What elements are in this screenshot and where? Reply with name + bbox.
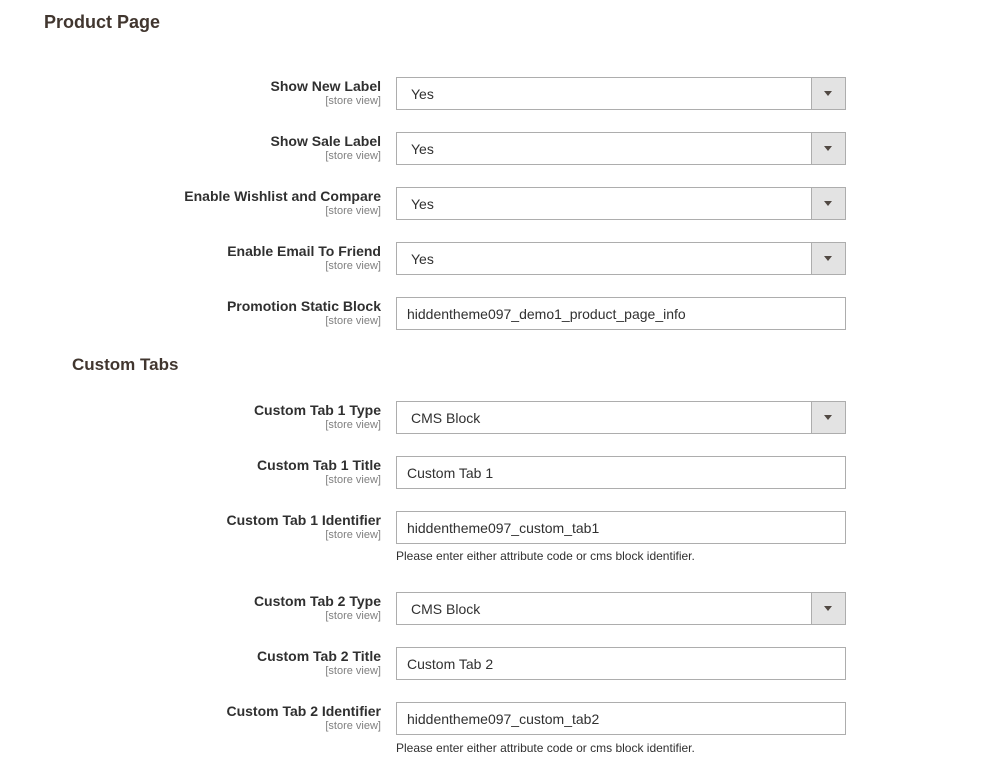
field-label-custom-tab-1-identifier bbox=[226, 512, 381, 542]
field-note-custom-tab-2-identifier: Please enter either attribute code or cms block identifier. bbox=[396, 741, 695, 755]
section-title-product-page: Product Page bbox=[44, 12, 161, 32]
field-row-custom-tab-2-identifier bbox=[0, 702, 991, 742]
chevron-down-icon[interactable] bbox=[811, 243, 845, 274]
scope-hint: [store view] bbox=[325, 150, 381, 162]
label-text: Show New Label bbox=[270, 78, 381, 94]
field-label-show-sale-label bbox=[271, 133, 381, 163]
custom-tab-1-identifier-input[interactable] bbox=[396, 511, 846, 544]
scope-hint: [store view] bbox=[325, 665, 381, 677]
field-label-custom-tab-1-type bbox=[254, 402, 381, 432]
label-text: Promotion Static Block bbox=[226, 298, 381, 314]
field-label-show-new-label bbox=[271, 78, 381, 108]
label-text: Custom Tab 1 Identifier bbox=[226, 512, 381, 528]
field-label-custom-tab-1-title bbox=[257, 457, 381, 487]
label-text: Custom Tab 1 Type bbox=[253, 402, 381, 418]
enable-email-friend-select[interactable] bbox=[396, 242, 846, 275]
label-text: Show Sale Label bbox=[270, 133, 381, 149]
field-label-enable-email-friend bbox=[227, 243, 381, 273]
chevron-down-icon[interactable] bbox=[811, 402, 845, 433]
scope-hint: [store view] bbox=[325, 205, 381, 217]
field-row-custom-tab-1-type bbox=[0, 401, 991, 441]
custom-tab-2-identifier-input[interactable] bbox=[396, 702, 846, 735]
label-text: Enable Email To Friend bbox=[227, 243, 381, 259]
custom-tab-2-type-select[interactable] bbox=[396, 592, 846, 625]
label-text: Enable Wishlist and Compare bbox=[184, 188, 381, 204]
chevron-down-icon[interactable] bbox=[811, 593, 845, 624]
field-label-promotion-static-block bbox=[227, 298, 381, 328]
scope-hint: [store view] bbox=[325, 720, 381, 732]
scope-hint: [store view] bbox=[325, 529, 381, 541]
field-row-show-new-label bbox=[0, 77, 991, 117]
scope-hint: [store view] bbox=[325, 260, 381, 272]
field-row-custom-tab-1-title bbox=[0, 456, 991, 496]
field-row-custom-tab-1-identifier bbox=[0, 511, 991, 551]
field-row-custom-tab-2-title bbox=[0, 647, 991, 687]
field-row-enable-email-friend bbox=[0, 242, 991, 282]
enable-wishlist-compare-select[interactable] bbox=[396, 187, 846, 220]
field-row-promotion-static-block bbox=[0, 297, 991, 337]
custom-tab-1-type-select[interactable] bbox=[396, 401, 846, 434]
select-value: CMS Block bbox=[411, 601, 481, 617]
field-note-custom-tab-1-identifier: Please enter either attribute code or cms block identifier. bbox=[396, 549, 695, 563]
scope-hint: [store view] bbox=[325, 474, 381, 486]
group-title-custom-tabs: Custom Tabs bbox=[72, 355, 179, 374]
select-value: Yes bbox=[411, 141, 434, 157]
promotion-static-block-input[interactable] bbox=[396, 297, 846, 330]
select-value: Yes bbox=[411, 196, 434, 212]
field-label-custom-tab-2-title bbox=[257, 648, 381, 678]
chevron-down-icon[interactable] bbox=[811, 133, 845, 164]
label-text: Custom Tab 1 Title bbox=[257, 457, 381, 473]
label-text: Custom Tab 2 Title bbox=[257, 648, 381, 664]
scope-hint: [store view] bbox=[325, 315, 381, 327]
select-value: Yes bbox=[411, 86, 434, 102]
show-sale-label-select[interactable] bbox=[396, 132, 846, 165]
show-new-label-select[interactable] bbox=[396, 77, 846, 110]
field-label-custom-tab-2-identifier bbox=[226, 703, 381, 733]
custom-tab-2-title-input[interactable] bbox=[396, 647, 846, 680]
scope-hint: [store view] bbox=[325, 95, 381, 107]
chevron-down-icon[interactable] bbox=[811, 188, 845, 219]
scope-hint: [store view] bbox=[325, 610, 381, 622]
chevron-down-icon[interactable] bbox=[811, 78, 845, 109]
field-label-custom-tab-2-type bbox=[254, 593, 381, 623]
select-value: CMS Block bbox=[411, 410, 481, 426]
field-row-show-sale-label bbox=[0, 132, 991, 172]
select-value: Yes bbox=[411, 251, 434, 267]
custom-tab-1-title-input[interactable] bbox=[396, 456, 846, 489]
field-label-enable-wishlist-compare bbox=[184, 188, 381, 218]
label-text: Custom Tab 2 Identifier bbox=[226, 703, 381, 719]
label-text: Custom Tab 2 Type bbox=[253, 593, 381, 609]
scope-hint: [store view] bbox=[325, 419, 381, 431]
field-row-enable-wishlist-compare bbox=[0, 187, 991, 227]
field-row-custom-tab-2-type bbox=[0, 592, 991, 632]
